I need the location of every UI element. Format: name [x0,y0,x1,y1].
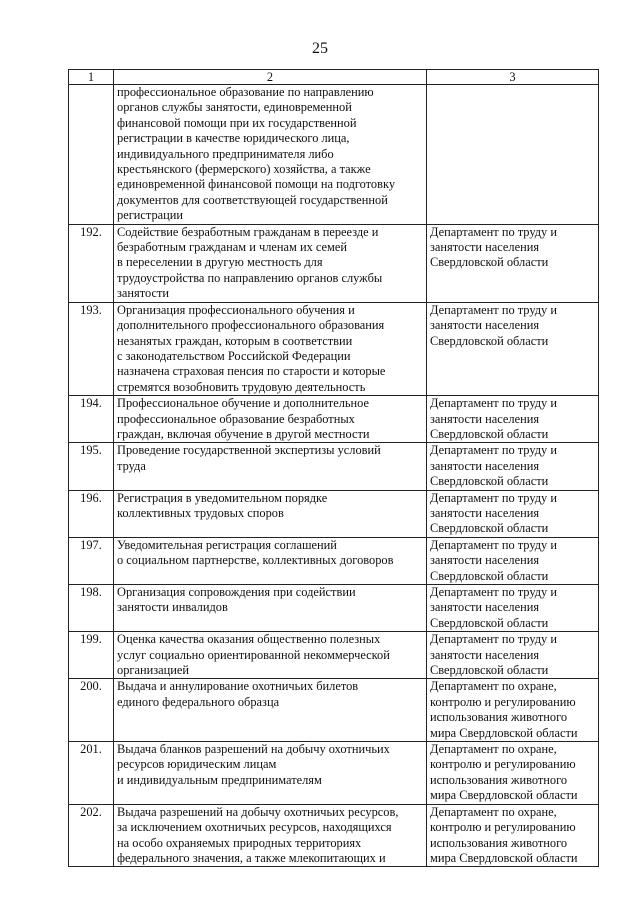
row-service: Организация профессионального обучения и дополнительного профессионального образования незанятых граждан, которым в соответствии с законодательством Российской Федерации назначена страховая пенсия по старости и которые стремятся возобновить трудовую деятельность [114,302,427,395]
row-department: Департамент по охране, контролю и регулированию использования животного мира Свердловской области [427,804,599,867]
row-service: Организация сопровождения при содействии занятости инвалидов [114,585,427,632]
row-department: Департамент по труду и занятости населения Свердловской области [427,585,599,632]
row-number: 192. [69,224,114,302]
row-service: профессиональное образование по направлению органов службы занятости, единовременной финансовой помощи при их государственной регистрации в качестве юридического лица, индивидуального предпринимателя либо крестьянского (фермерского) хозяйства, а также единовременной финансовой помощи на подготовку документов для соответствующей государственной регистрации [114,85,427,225]
row-service: Регистрация в уведомительном порядке коллективных трудовых споров [114,490,427,537]
page-number: 25 [312,40,328,57]
table-row [69,85,599,225]
row-department: Департамент по труду и занятости населения Свердловской области [427,302,599,395]
row-number: 200. [69,679,114,742]
table-row [69,585,599,632]
row-number: 197. [69,537,114,584]
row-number: 196. [69,490,114,537]
row-department: Департамент по труду и занятости населения Свердловской области [427,396,599,443]
row-number [69,85,114,225]
row-number: 201. [69,742,114,805]
row-service: Проведение государственной экспертизы условий труда [114,443,427,490]
column-header-number: 1 [69,70,114,85]
row-service: Выдача и аннулирование охотничьих билетов единого федерального образца [114,679,427,742]
row-department: Департамент по охране, контролю и регулированию использования животного мира Свердловской области [427,742,599,805]
table-row [69,224,599,302]
table-row [69,742,599,805]
row-number: 198. [69,585,114,632]
row-service: Выдача разрешений на добычу охотничьих ресурсов, за исключением охотничьих ресурсов, находящихся на особо охраняемых природных территориях федерального значения, а также млекопитающих и [114,804,427,867]
table-row [69,302,599,395]
row-service: Выдача бланков разрешений на добычу охотничьих ресурсов юридическим лицам и индивидуальным предпринимателям [114,742,427,805]
row-department: Департамент по труду и занятости населения Свердловской области [427,443,599,490]
table-row [69,490,599,537]
table-row [69,443,599,490]
row-number: 195. [69,443,114,490]
row-number: 193. [69,302,114,395]
table-row [69,804,599,867]
table-row [69,537,599,584]
row-service: Уведомительная регистрация соглашений о социальном партнерстве, коллективных договоров [114,537,427,584]
table-row [69,679,599,742]
table-row [69,632,599,679]
row-department: Департамент по труду и занятости населения Свердловской области [427,490,599,537]
row-number: 194. [69,396,114,443]
table-header-row [69,70,599,85]
row-service: Содействие безработным гражданам в переезде и безработным гражданам и членам их семей в переселении в другую местность для трудоустройства по направлению органов службы занятости [114,224,427,302]
row-number: 202. [69,804,114,867]
table-row [69,396,599,443]
row-department: Департамент по труду и занятости населения Свердловской области [427,224,599,302]
row-department: Департамент по труду и занятости населения Свердловской области [427,537,599,584]
row-service: Профессиональное обучение и дополнительное профессиональное образование безработных граждан, включая обучение в другой местности [114,396,427,443]
row-department: Департамент по труду и занятости населения Свердловской области [427,632,599,679]
row-department: Департамент по охране, контролю и регулированию использования животного мира Свердловской области [427,679,599,742]
column-header-service: 2 [114,70,427,85]
row-number: 199. [69,632,114,679]
services-table [68,69,599,867]
row-service: Оценка качества оказания общественно полезных услуг социально ориентированной некоммерческой организацией [114,632,427,679]
row-department [427,85,599,225]
column-header-department: 3 [427,70,599,85]
